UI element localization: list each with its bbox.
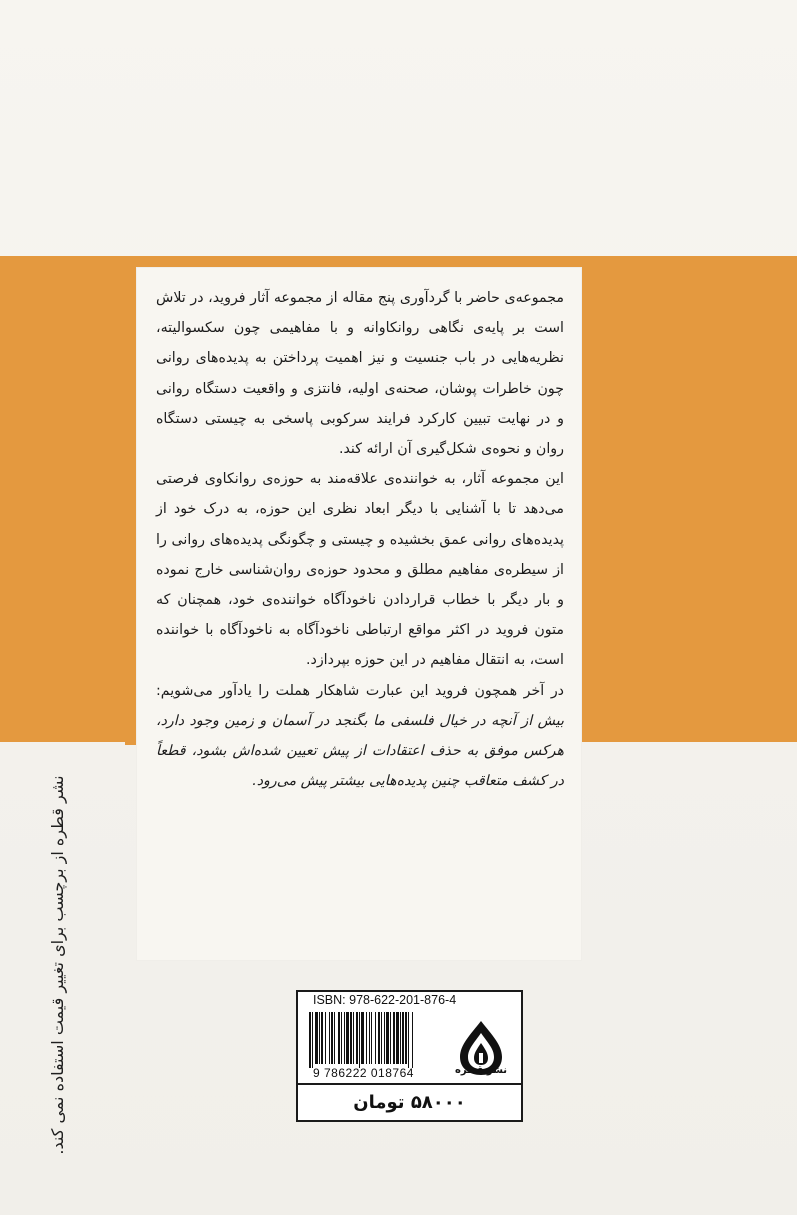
paragraph-3 <box>156 676 564 797</box>
publisher-name: نشر قطره <box>454 1065 508 1076</box>
barcode-digits: 9 786222 018764 <box>313 1066 414 1080</box>
closing-intro: در آخر همچون فروید این عبارت شاهکار هملت را یادآور می‌شویم: <box>156 682 564 699</box>
price-label: ۵۸۰۰۰ تومان <box>353 1092 466 1113</box>
price-label-note: نشر قطره از برچسب برای تغییر قیمت استفاده نمی کند. <box>48 775 67 1155</box>
paragraph-2: این مجموعه آثار، به خواننده‌ی علاقه‌مند به حوزه‌ی روانکاوی فرصتی می‌دهد تا با آشنایی با دیگر ابعاد نظری این حوزه، به درک خود از پدیده‌های روانی عمق بخشیده و چیستی و چگونگی پدیده‌های روانی را از سیطره‌ی مفاهیم مطلق و محدود حوزه‌ی روان‌شناسی خارج نموده و بار دیگر با خطاب قراردادن ناخودآگاه خواننده‌ی خود، همچنان که متون فروید در اکثر مواقع ارتباطی ناخودآگاه به ناخودآگاه با خواننده است، به انتقال مفاهیم در این حوزه بپردازد. <box>156 471 564 669</box>
isbn-label: ISBN: 978-622-201-876-4 <box>313 993 457 1007</box>
barcode-icon <box>308 1012 440 1068</box>
back-cover-text <box>156 283 564 796</box>
hamlet-quote: بیش از آنچه در خیال فلسفی ما بگنجد در آسمان و زمین وجود دارد، هرکس موفق به حذف اعتقادات از پیش تعیین شده‌اش بشود، قطعاً در کشف متعاقب چنین پدیده‌هایی بیشتر پیش می‌رود. <box>156 712 564 790</box>
paragraph-1: مجموعه‌ی حاضر با گردآوری پنج مقاله از مجموعه آثار فروید، در تلاش است بر پایه‌ی نگاهی روانکاوانه و با مفاهیمی چون سکسوالیته، نظریه‌هایی در باب جنسیت و نیز اهمیت پرداختن به پدیده‌های روانی چون خاطرات پوشان، صحنه‌ی اولیه، فانتزی و واقعیت دستگاه روانی و در نهایت تبیین کارکرد فرایند سرکوبی پاسخی به چیستی دستگاه روان و نحوه‌ی شکل‌گیری آن ارائه کند. <box>156 290 564 458</box>
price-divider <box>296 1083 523 1085</box>
